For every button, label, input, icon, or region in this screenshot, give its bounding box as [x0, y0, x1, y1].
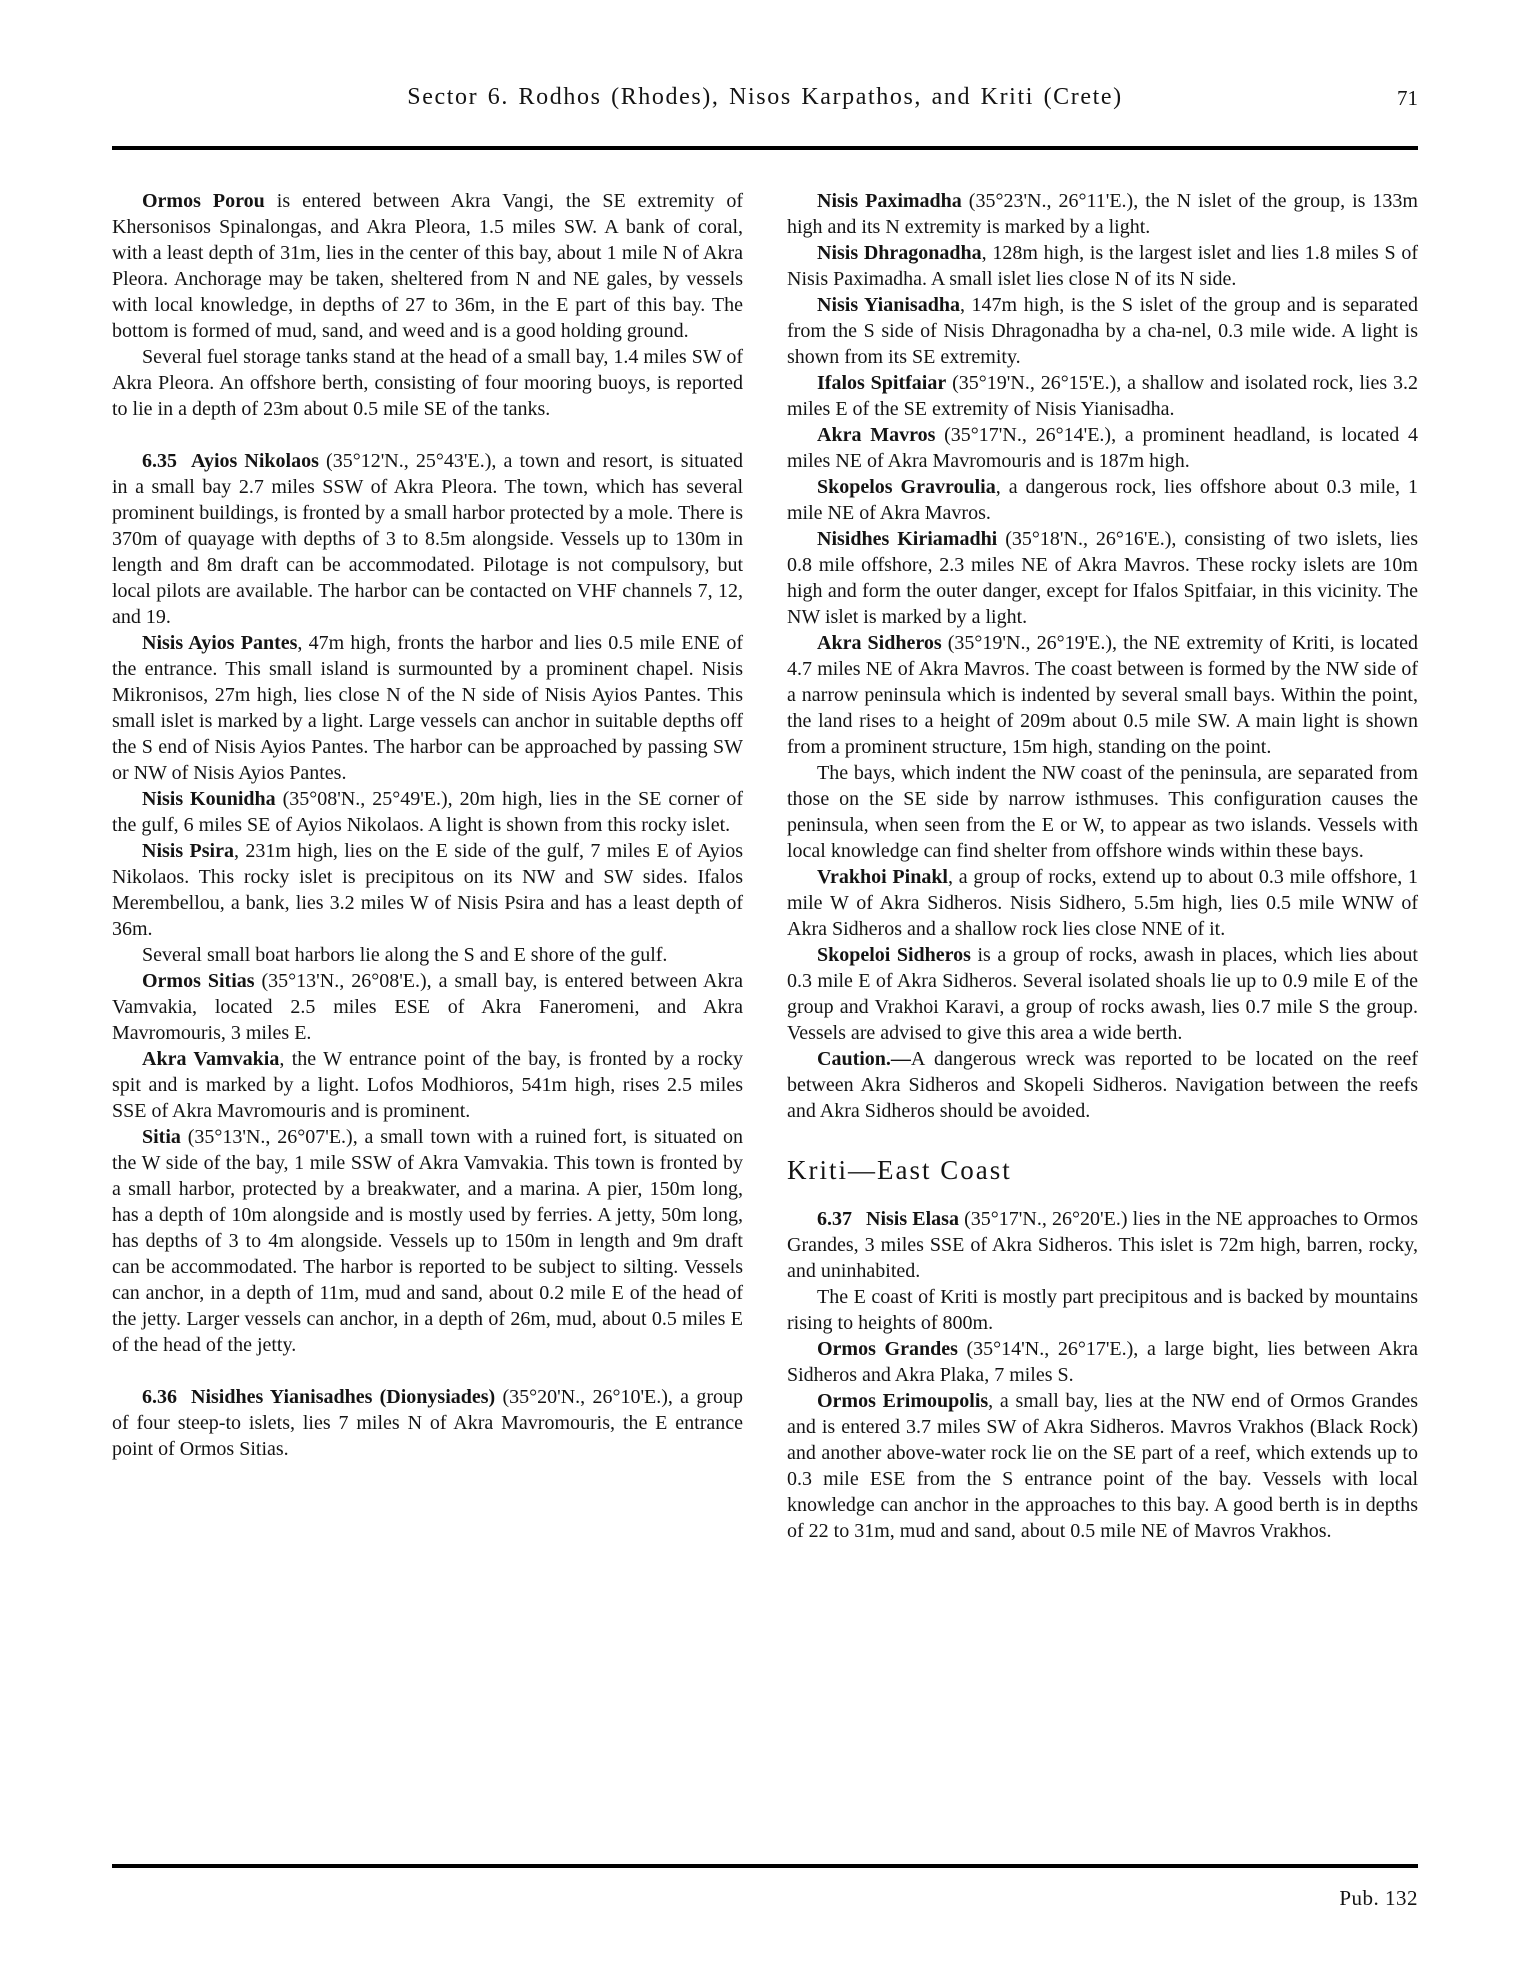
paragraph-text: is a group of rocks, awash in places, which lies about 0.3 mile E of Akra Sidheros. Several isolated shoals lie up to 0.9 mile E of the group and Vrakhoi Karavi, a group of rocks awash, lies 0.7 mile S the group. Vessels are advised to give this area a wide berth. [787, 944, 1418, 1044]
place-name-lead: Akra Vamvakia [142, 1048, 280, 1070]
paragraph-text: , 47m high, fronts the harbor and lies 0.5 mile ENE of the entrance. This small island is surmounted by a prominent chapel. Nisis Mikronisos, 27m high, lies close N of the N side of Nisis Ayios Pantes. This small islet is marked by a light. Large vessels can anchor in suitable depths off the S end of Nisis Ayios Pantes. The harbor can be approached by passing SW or NW of Nisis Ayios Pantes. [112, 632, 743, 784]
paragraph-text: , 231m high, lies on the E side of the gulf, 7 miles E of Ayios Nikolaos. This rocky islet is precipitous on its NW and SW sides. Ifalos Merembellou, a bank, lies 3.2 miles W of Nisis Psira and has a least depth of 36m. [112, 840, 743, 940]
place-name-lead: Nisis Elasa [866, 1208, 959, 1230]
paragraph-text: (35°20'N., 26°10'E.), a group of four steep-to islets, lies 7 miles N of Akra Mavromouris, the E entrance point of Ormos Sitias. [112, 1386, 743, 1460]
paragraph [112, 1046, 743, 1124]
left-column [112, 188, 743, 1544]
place-name-lead: Ormos Sitias [142, 970, 255, 992]
paragraph [112, 968, 743, 1046]
section-heading: Kriti—East Coast [787, 1155, 1012, 1185]
place-name-lead: Caution.— [817, 1048, 911, 1070]
paragraph [787, 1206, 1418, 1284]
page-number: 71 [1397, 86, 1418, 110]
right-column [787, 188, 1418, 1544]
paragraph [787, 630, 1418, 760]
paragraph-number: 6.36 [142, 1386, 177, 1408]
paragraph [787, 474, 1418, 526]
paragraph-text: Several fuel storage tanks stand at the head of a small bay, 1.4 miles SW of Akra Pleora. An offshore berth, consisting of four mooring buoys, is reported to lie in a depth of 23m about 0.5 mile SE of the tanks. [112, 346, 743, 420]
paragraph [112, 1384, 743, 1462]
paragraph-text: (35°19'N., 26°15'E.), a shallow and isolated rock, lies 3.2 miles E of the SE extremity of Nisis Yianisadha. [787, 372, 1419, 420]
paragraph-text: , a dangerous rock, lies offshore about 0.3 mile, 1 mile NE of Akra Mavros. [787, 476, 1418, 524]
header-rule [112, 146, 1418, 150]
paragraph-text: (35°08'N., 25°49'E.), 20m high, lies in the SE corner of the gulf, 6 miles SE of Ayios Nikolaos. A light is shown from this rocky islet. [112, 788, 743, 836]
paragraph-text: (35°17'N., 26°14'E.), a prominent headland, is located 4 miles NE of Akra Mavromouris and is 187m high. [787, 424, 1418, 472]
right-column-bottom [787, 1206, 1418, 1544]
paragraph-text: (35°14'N., 26°17'E.), a large bight, lies between Akra Sidheros and Akra Plaka, 7 miles S. [787, 1338, 1418, 1386]
page-footer [112, 1886, 1418, 1911]
place-name-lead: Nisis Psira [142, 840, 234, 862]
right-column-top [787, 188, 1418, 1124]
publication-label: Pub. 132 [1339, 1886, 1418, 1910]
place-name-lead: Nisis Yianisadha [817, 294, 960, 316]
paragraph [787, 188, 1418, 240]
paragraph-text: (35°17'N., 26°20'E.) lies in the NE approaches to Ormos Grandes, 3 miles SSE of Akra Sidheros. This islet is 72m high, barren, rocky, and uninhabited. [787, 1208, 1418, 1282]
place-name-lead: Nisis Kounidha [142, 788, 276, 810]
paragraph [787, 422, 1418, 474]
place-name-lead: Skopelos Gravroulia [817, 476, 996, 498]
place-name-lead: Nisis Paximadha [817, 190, 962, 212]
page-header [112, 84, 1418, 124]
place-name-lead: Skopeloi Sidheros [817, 944, 971, 966]
paragraph [787, 292, 1418, 370]
paragraph [787, 1046, 1418, 1124]
paragraph-text: (35°18'N., 26°16'E.), consisting of two islets, lies 0.8 mile offshore, 2.3 miles NE of Akra Mavros. These rocky islets are 10m high and form the outer danger, except for Ifalos Spitfaiar, in this vicinity. The NW islet is marked by a light. [787, 528, 1418, 628]
paragraph [787, 760, 1418, 864]
footer-rule [112, 1864, 1418, 1868]
paragraph-text: is entered between Akra Vangi, the SE extremity of Khersonisos Spinalongas, and Akra Pleora, 1.5 miles SW. A bank of coral, with a least depth of 31m, lies in the center of this bay, about 1 mile N of Akra Pleora. Anchorage may be taken, sheltered from N and NE gales, by vessels with local knowledge, in depths of 27 to 36m, in the E part of this bay. The bottom is formed of mud, sand, and weed and is a good holding ground. [112, 190, 744, 342]
paragraph [787, 526, 1418, 630]
place-name-lead: Nisidhes Kiriamadhi [817, 528, 998, 550]
paragraph [787, 942, 1418, 1046]
page-title: Sector 6. Rodhos (Rhodes), Nisos Karpathos, and Kriti (Crete) [407, 84, 1123, 110]
paragraph-number: 6.35 [142, 450, 177, 472]
paragraph [787, 1388, 1418, 1544]
place-name-lead: Vrakhoi Pinakl [817, 866, 948, 888]
place-name-lead: Ormos Grandes [817, 1338, 958, 1360]
paragraph-text: , the W entrance point of the bay, is fronted by a rocky spit and is marked by a light. Lofos Modhioros, 541m high, rises 2.5 miles SSE of Akra Mavromouris and is prominent. [112, 1048, 744, 1122]
paragraph-text: (35°13'N., 26°08'E.), a small bay, is entered between Akra Vamvakia, located 2.5 miles ESE of Akra Faneromeni, and Akra Mavromouris, 3 miles E. [112, 970, 743, 1044]
paragraph [787, 1336, 1418, 1388]
paragraph [787, 240, 1418, 292]
place-name-lead: Sitia [142, 1126, 181, 1148]
paragraph [112, 630, 743, 786]
place-name-lead: Nisis Dhragonadha [817, 242, 982, 264]
paragraph-text: , 147m high, is the S islet of the group and is separated from the S side of Nisis Dhragonadha by a cha-nel, 0.3 mile wide. A light is shown from its SE extremity. [787, 294, 1418, 368]
text-columns [112, 188, 1418, 1544]
paragraph [787, 864, 1418, 942]
paragraph [112, 1124, 743, 1358]
place-name-lead: Ayios Nikolaos [191, 450, 319, 472]
paragraph-text: (35°12'N., 25°43'E.), a town and resort, is situated in a small bay 2.7 miles SSW of Akra Pleora. The town, which has several prominent buildings, is fronted by a small harbor protected by a mole. There is 370m of quayage with depths of 3 to 8.5m alongside. Vessels up to 130m in length and 8m draft can be accommodated. Pilotage is not compulsory, but local pilots are available. The harbor can be contacted on VHF channels 7, 12, and 19. [112, 450, 743, 628]
paragraph-text: Several small boat harbors lie along the S and E shore of the gulf. [142, 944, 668, 966]
place-name-lead: Akra Sidheros [817, 632, 942, 654]
paragraph-text: , 128m high, is the largest islet and lies 1.8 miles S of Nisis Paximadha. A small islet lies close N of its N side. [787, 242, 1418, 290]
place-name-lead: Ormos Erimoupolis [817, 1390, 989, 1412]
paragraph-text: (35°19'N., 26°19'E.), the NE extremity of Kriti, is located 4.7 miles NE of Akra Mavros. The coast between is formed by the NW side of a narrow peninsula which is indented by several small bays. Within the point, the land rises to a height of 209m about 0.5 mile SW. A main light is shown from a prominent structure, 15m high, standing on the point. [787, 632, 1419, 758]
paragraph-text: , a small bay, lies at the NW end of Ormos Grandes and is entered 3.7 miles SW of Akra Sidheros. Mavros Vrakhos (Black Rock) and another above-water rock lie on the SE part of a reef, which extends up to 0.3 mile ESE from the S entrance point of the bay. Vessels with local knowledge can anchor in the approaches to this bay. A good berth is in depths of 22 to 31m, mud and sand, about 0.5 mile NE of Mavros Vrakhos. [787, 1390, 1418, 1542]
place-name-lead: Akra Mavros [817, 424, 936, 446]
paragraph-text: (35°23'N., 26°11'E.), the N islet of the group, is 133m high and its N extremity is marked by a light. [787, 190, 1418, 238]
paragraph [112, 838, 743, 942]
paragraph-text: A dangerous wreck was reported to be located on the reef between Akra Sidheros and Skopeli Sidheros. Navigation between the reefs and Akra Sidheros should be avoided. [787, 1048, 1418, 1122]
paragraph [787, 1284, 1418, 1336]
paragraph-number: 6.37 [817, 1208, 852, 1230]
paragraph-text: The E coast of Kriti is mostly part precipitous and is backed by mountains rising to heights of 800m. [787, 1286, 1418, 1334]
paragraph-text: The bays, which indent the NW coast of the peninsula, are separated from those on the SE side by narrow isthmuses. This configuration causes the peninsula, when seen from the E or W, to appear as two islands. Vessels with local knowledge can find shelter from offshore winds within these bays. [787, 762, 1418, 862]
place-name-lead: Nisidhes Yianisadhes (Dionysiades) [191, 1386, 496, 1408]
place-name-lead: Nisis Ayios Pantes [142, 632, 298, 654]
paragraph-text: , a group of rocks, extend up to about 0.3 mile offshore, 1 mile W of Akra Sidheros. Nisis Sidhero, 5.5m high, lies 0.5 mile WNW of Akra Sidheros and a shallow rock lies close NNE of it. [787, 866, 1418, 940]
paragraph [112, 942, 743, 968]
place-name-lead: Ifalos Spitfaiar [817, 372, 947, 394]
place-name-lead: Ormos Porou [142, 190, 265, 212]
paragraph [787, 370, 1418, 422]
paragraph-text: (35°13'N., 26°07'E.), a small town with a ruined fort, is situated on the W side of the bay, 1 mile SSW of Akra Vamvakia. This town is fronted by a small harbor, protected by a breakwater, and a marina. A pier, 150m long, has a depth of 10m alongside and is mostly used by ferries. A jetty, 50m long, has depths of 3 to 4m alongside. Vessels up to 150m in length and 9m draft can be accommodated. The harbor is reported to be subject to silting. Vessels can anchor, in a depth of 11m, mud and sand, about 0.2 mile E of the head of the jetty. Larger vessels can anchor, in a depth of 26m, mud, about 0.5 miles E of the head of the jetty. [112, 1126, 743, 1356]
paragraph [112, 448, 743, 630]
paragraph [112, 344, 743, 422]
paragraph [112, 188, 743, 344]
paragraph [112, 786, 743, 838]
